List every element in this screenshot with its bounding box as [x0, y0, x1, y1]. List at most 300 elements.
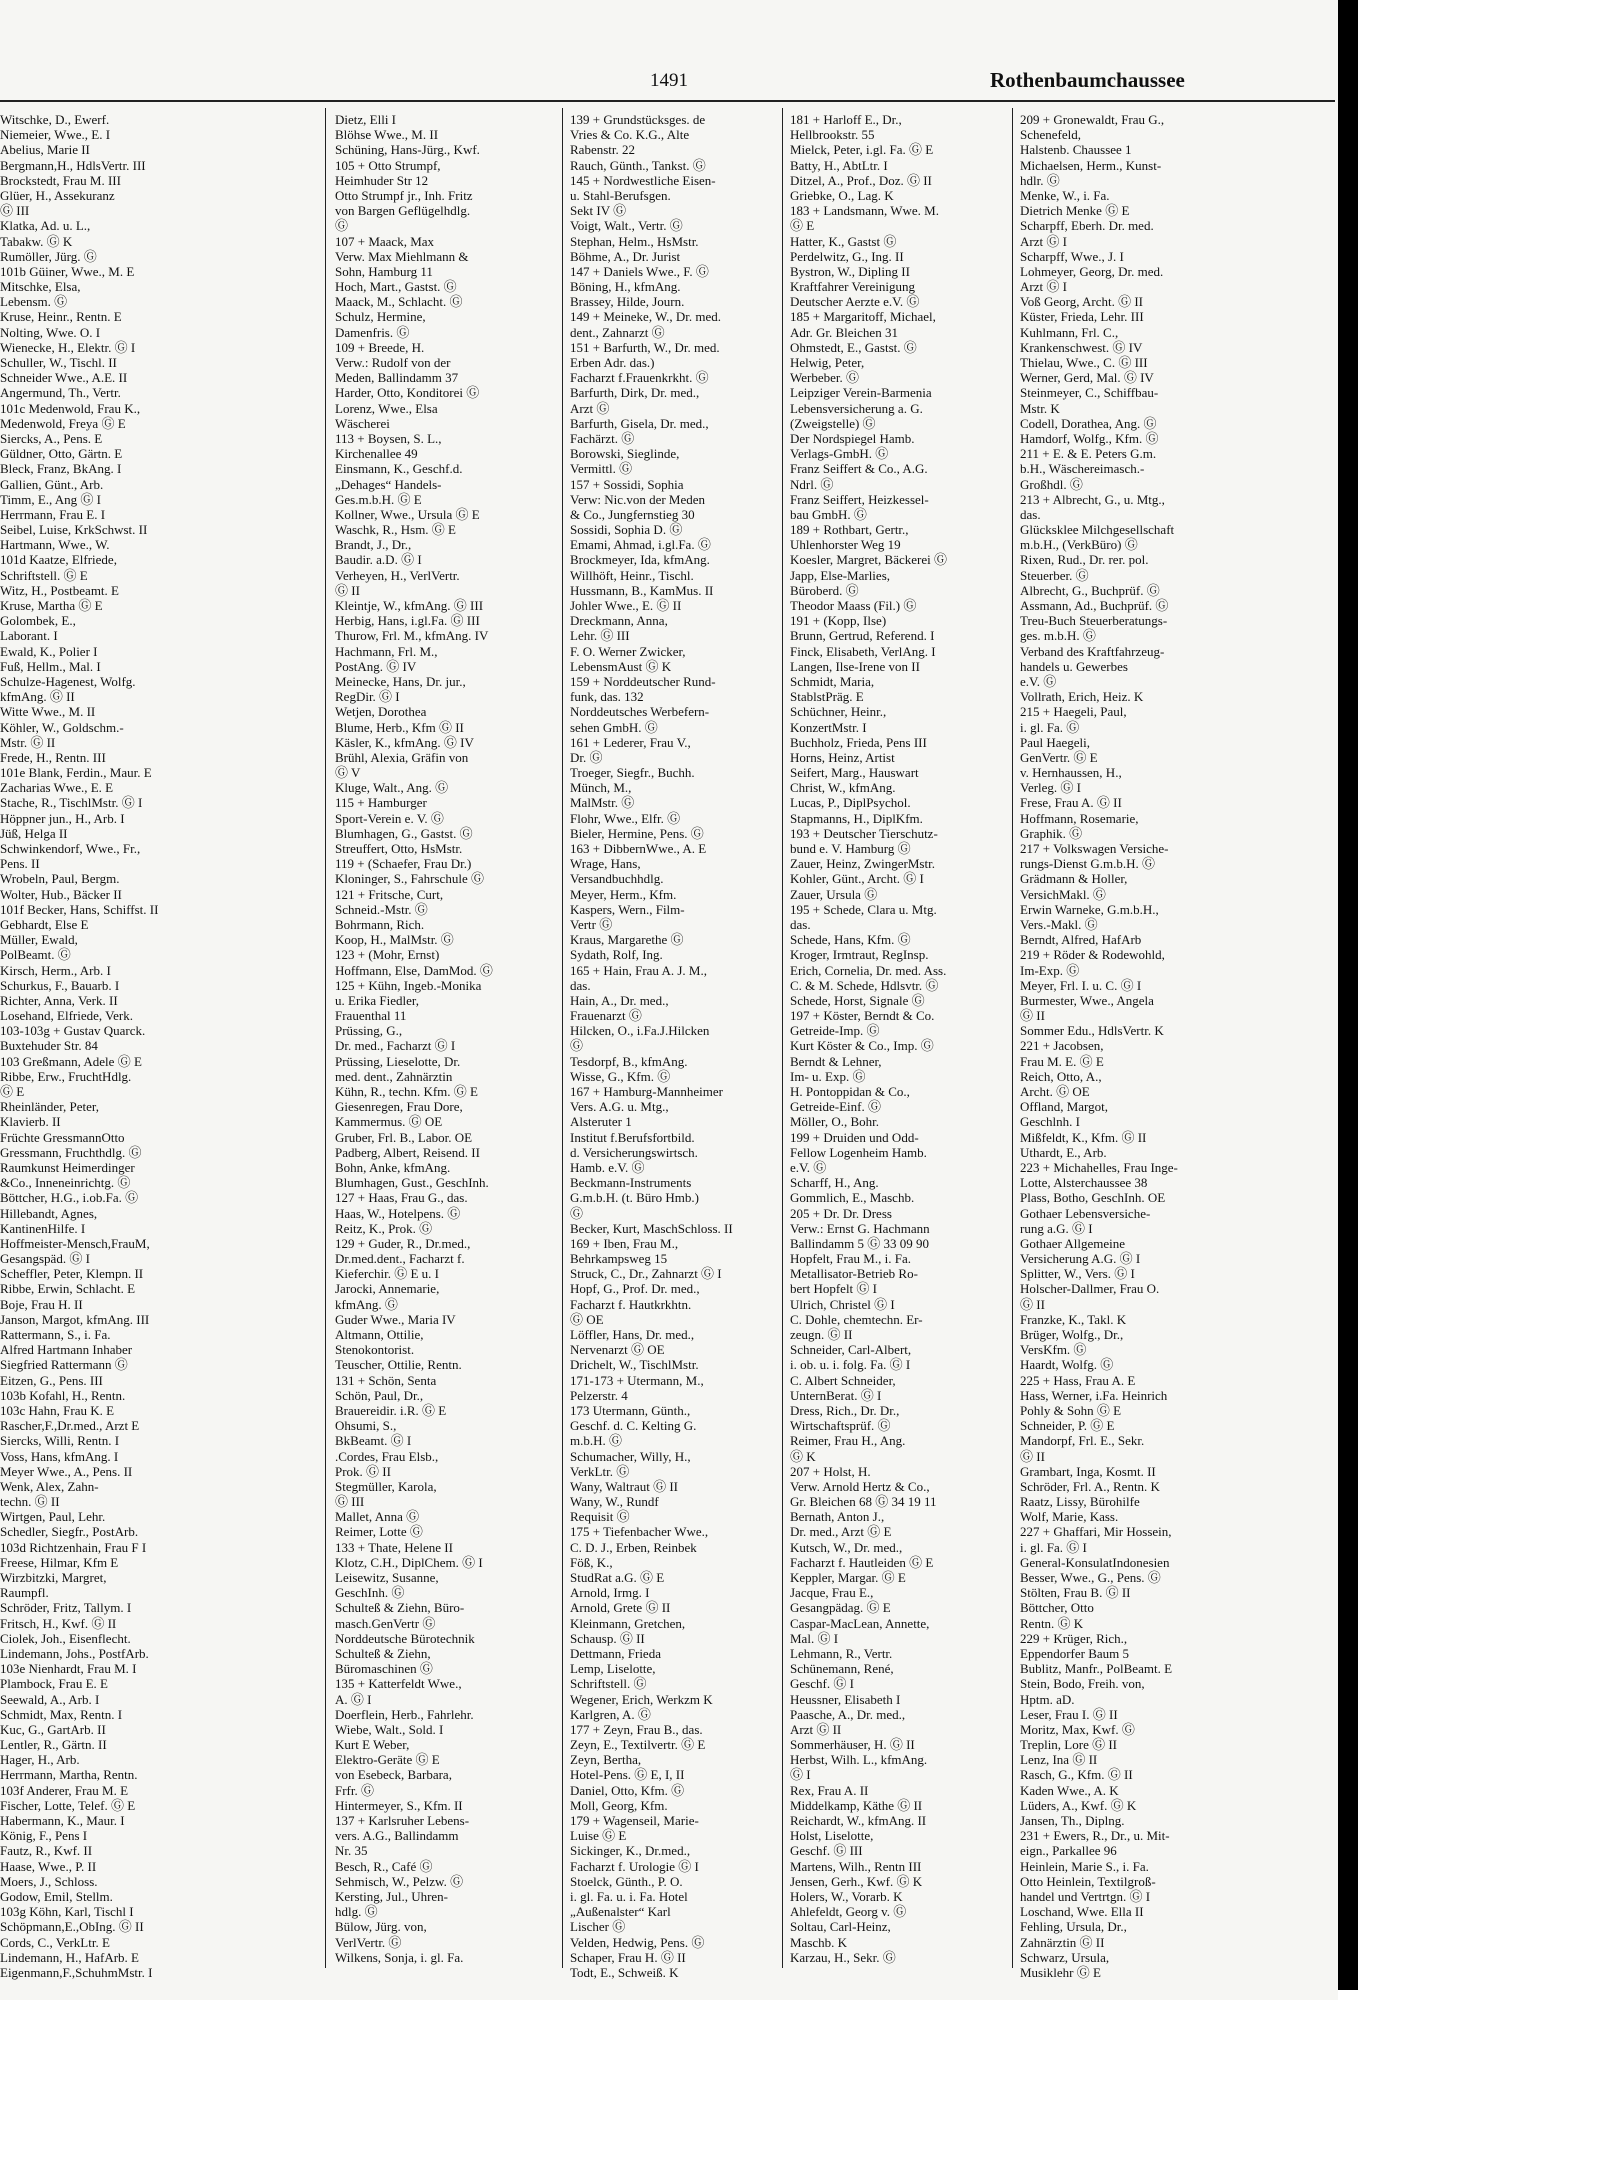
directory-line: Hoch, Mart., Gastst. Ⓖ: [335, 279, 457, 295]
directory-line: Holers, W., Vorarb. K: [790, 1888, 903, 1904]
directory-line: KonzertMstr. I: [790, 719, 867, 735]
directory-line: hdlg. Ⓖ: [335, 1904, 378, 1920]
directory-line: Bublitz, Manfr., PolBeamt. E: [1020, 1661, 1173, 1677]
directory-line: Maschb. K: [790, 1934, 848, 1950]
directory-line: Ohsumi, S.,: [335, 1418, 397, 1434]
directory-line: Versicherung A.G. Ⓖ I: [1020, 1251, 1141, 1267]
directory-line: Stenokontorist.: [335, 1342, 415, 1358]
directory-line: Erich, Cornelia, Dr. med. Ass.: [790, 962, 947, 978]
directory-line: techn. Ⓖ II: [0, 1494, 60, 1510]
directory-line: Hotel-Pens. Ⓖ E, I, II: [570, 1767, 685, 1783]
directory-line: 103b Kofahl, H., Rentn.: [0, 1387, 126, 1403]
directory-line: Hartmann, Wwe., W.: [0, 537, 110, 553]
directory-line: Gallien, Günt., Arb.: [0, 476, 104, 492]
directory-line: Wrage, Hans,: [570, 856, 641, 872]
directory-line: Hamb. e.V. Ⓖ: [570, 1159, 645, 1175]
directory-line: Raumkunst Heimerdinger: [0, 1159, 135, 1175]
directory-line: Paul Haegeli,: [1020, 734, 1091, 750]
directory-line: Treu-Buch Steuerberatungs-: [1020, 613, 1168, 629]
directory-line: Lorenz, Wwe., Elsa: [335, 400, 438, 416]
directory-line: Gruber, Frl. B., Labor. OE: [335, 1129, 473, 1145]
directory-line: „Dehages“ Handels-: [335, 476, 442, 492]
directory-line: Wany, Waltraut Ⓖ II: [570, 1478, 679, 1494]
directory-line: Bohn, Anke, kfmAng.: [335, 1159, 451, 1175]
directory-line: Hamdorf, Wolfg., Kfm. Ⓖ: [1020, 430, 1159, 446]
directory-line: i. gl. Fa. Ⓖ I: [1020, 1539, 1087, 1555]
directory-line: Uhlenhorster Weg 19: [790, 537, 901, 553]
directory-line: Kleinmann, Gretchen,: [570, 1615, 686, 1631]
directory-line: Angermund, Th., Vertr.: [0, 385, 121, 401]
directory-line: 125 + Kühn, Ingeb.-Monika: [335, 977, 482, 993]
directory-line: Facharzt f. Hautleiden Ⓖ E: [790, 1554, 934, 1570]
directory-line: rung a.G. Ⓖ I: [1020, 1220, 1093, 1236]
directory-line: b.H., Wäschereimasch.-: [1020, 461, 1145, 477]
directory-line: m.b.H., (VerkBüro) Ⓖ: [1020, 537, 1138, 553]
directory-line: Facharzt f.Frauenkrkht. Ⓖ: [570, 370, 709, 386]
directory-line: Ⓖ: [570, 1038, 584, 1054]
directory-line: Grädmann & Holler,: [1020, 871, 1128, 887]
directory-line: GenVertr. Ⓖ E: [1020, 749, 1098, 765]
directory-line: Wäscherei: [335, 415, 390, 431]
directory-line: Ⓖ II: [1020, 1008, 1045, 1024]
directory-line: Sommer Edu., HdlsVertr. K: [1020, 1023, 1164, 1039]
directory-line: Arzt Ⓖ II: [790, 1721, 842, 1737]
directory-line: Deutscher Aerzte e.V. Ⓖ: [790, 294, 920, 310]
directory-line: Verleg. Ⓖ I: [1020, 780, 1082, 796]
directory-line: MalMstr. Ⓖ: [570, 795, 635, 811]
directory-line: Finck, Elisabeth, VerlAng. I: [790, 643, 936, 659]
directory-line: Dr. Ⓖ: [570, 749, 603, 765]
directory-line: v. Hernhaussen, H.,: [1020, 765, 1122, 781]
directory-line: Rabenstr. 22: [570, 142, 635, 158]
directory-line: Timm, E., Ang Ⓖ I: [0, 491, 102, 507]
directory-line: Fehling, Ursula, Dr.,: [1020, 1919, 1127, 1935]
directory-line: Meyer Wwe., A., Pens. II: [0, 1463, 133, 1479]
directory-line: Vers. A.G. u. Mtg.,: [570, 1099, 669, 1115]
directory-line: Sehmisch, W., Pelzw. Ⓖ: [335, 1873, 464, 1889]
directory-line: C. D. J., Erben, Reinbek: [570, 1539, 697, 1555]
directory-line: Lebensversicherung a. G.: [790, 400, 923, 416]
directory-line: Vertr Ⓖ: [570, 916, 613, 932]
directory-line: Sydath, Rolf, Ing.: [570, 947, 663, 963]
directory-line: Alfred Hartmann Inhaber: [0, 1342, 133, 1358]
directory-line: Haardt, Wolfg. Ⓖ: [1020, 1357, 1114, 1373]
directory-line: Musiklehr Ⓖ E: [1020, 1964, 1101, 1980]
directory-line: kfmAng. Ⓖ: [335, 1296, 398, 1312]
directory-line: Lenz, Ina Ⓖ II: [1020, 1752, 1098, 1768]
directory-line: Scharff, H., Ang.: [790, 1175, 879, 1191]
directory-line: i. gl. Fa. u. i. Fa. Hotel: [570, 1888, 688, 1904]
directory-line: 225 + Hass, Frau A. E: [1020, 1372, 1136, 1388]
directory-line: Assmann, Ad., Buchprüf. Ⓖ: [1020, 598, 1169, 613]
directory-line: Hoffmann, Rosemarie,: [1020, 810, 1139, 826]
directory-line: 175 + Tiefenbacher Wwe.,: [570, 1524, 709, 1540]
directory-line: Ⓖ V: [335, 765, 361, 781]
directory-line: 229 + Krüger, Rich.,: [1020, 1630, 1128, 1646]
directory-line: Raumpfl.: [0, 1585, 49, 1601]
directory-line: Zauer, Heinz, ZwingerMstr.: [790, 856, 935, 872]
directory-line: 213 + Albrecht, G., u. Mtg.,: [1020, 491, 1165, 507]
directory-line: Institut f.Berufsfortbild.: [570, 1129, 695, 1145]
directory-line: H. Pontoppidan & Co.,: [790, 1084, 910, 1099]
directory-line: zeugn. Ⓖ II: [790, 1327, 853, 1342]
directory-line: Holscher-Dallmer, Frau O.: [1020, 1281, 1160, 1297]
directory-line: sehen GmbH. Ⓖ: [570, 719, 658, 735]
directory-line: funk, das. 132: [570, 689, 644, 705]
directory-line: Splitter, W., Vers. Ⓖ I: [1020, 1266, 1135, 1282]
directory-line: LebensmAust Ⓖ K: [570, 658, 672, 674]
directory-line: Wany, W., Rundf: [570, 1494, 659, 1510]
directory-line: Albrecht, G., Buchprüf. Ⓖ: [1020, 582, 1160, 598]
directory-line: 131 + Schön, Senta: [335, 1372, 437, 1388]
directory-line: Blume, Herb., Kfm Ⓖ II: [335, 719, 464, 735]
directory-line: Steuerber. Ⓖ: [1020, 567, 1089, 583]
directory-line: Kirsch, Herm., Arb. I: [0, 962, 111, 978]
directory-line: Franz Seiffert & Co., A.G.: [790, 461, 928, 477]
directory-line: Waschk, R., Hsm. Ⓖ E: [335, 522, 456, 538]
directory-line: Blöhse Wwe., M. II: [335, 127, 439, 143]
directory-line: Barfurth, Dirk, Dr. med.,: [570, 385, 700, 401]
directory-line: Reimer, Frau H., Ang.: [790, 1433, 906, 1449]
directory-line: Drichelt, W., TischlMstr.: [570, 1357, 699, 1373]
directory-line: Mielck, Peter, i.gl. Fa. Ⓖ E: [790, 142, 934, 158]
directory-line: Treplin, Lore Ⓖ II: [1020, 1737, 1118, 1753]
directory-line: Wrobeln, Paul, Bergm.: [0, 871, 120, 887]
directory-line: Ⓖ E: [0, 1084, 25, 1099]
directory-line: Seewald, A., Arb. I: [0, 1691, 100, 1707]
directory-line: Bülow, Jürg. von,: [335, 1919, 427, 1935]
directory-line: Schüning, Hans-Jürg., Kwf.: [335, 142, 480, 158]
directory-line: 195 + Schede, Clara u. Mtg.: [790, 901, 937, 917]
directory-line: Bystron, W., Dipling II: [790, 263, 910, 279]
directory-line: Lotte, Alsterchaussee 38: [1020, 1175, 1148, 1191]
directory-line: Damenfris. Ⓖ: [335, 324, 410, 340]
directory-line: Verband des Kraftfahrzeug-: [1020, 643, 1165, 659]
directory-line: Wilkens, Sonja, i. gl. Fa.: [335, 1949, 464, 1965]
directory-line: Helwig, Peter,: [790, 355, 865, 370]
directory-line: Sekt IV Ⓖ: [570, 203, 627, 219]
directory-line: Stoelck, Günth., P. O.: [570, 1873, 683, 1889]
directory-line: Haas, W., Hotelpens. Ⓖ: [335, 1205, 461, 1221]
directory-line: Abelius, Marie II: [0, 142, 90, 158]
directory-line: Fellow Logenheim Hamb.: [790, 1144, 927, 1160]
directory-line: 119 + (Schaefer, Frau Dr.): [335, 856, 472, 872]
directory-line: Facharzt f. Hautkrkhtn.: [570, 1296, 692, 1312]
directory-line: Barfurth, Gisela, Dr. med.,: [570, 415, 709, 431]
directory-line: Ⓖ: [570, 1205, 584, 1221]
directory-line: 183 + Landsmann, Wwe. M.: [790, 203, 939, 219]
directory-line: Wenk, Alex, Zahn-: [0, 1478, 99, 1494]
directory-line: Frede, H., Rentn. III: [0, 749, 106, 765]
directory-line: Giesenregen, Frau Dore,: [335, 1099, 463, 1115]
directory-line: Witz, H., Postbeamt. E: [0, 582, 119, 598]
directory-line: Sommerhäuser, H. Ⓖ II: [790, 1737, 915, 1753]
directory-line: Geschf. Ⓖ III: [790, 1843, 863, 1859]
directory-line: Zauer, Ursula Ⓖ: [790, 886, 878, 902]
directory-line: 139 + Grundstücksges. de: [570, 112, 706, 127]
page-number: 1491: [650, 70, 688, 91]
directory-line: Hopf, G., Prof. Dr. med.,: [570, 1281, 700, 1297]
directory-line: Luise Ⓖ E: [570, 1828, 627, 1844]
directory-line: 101f Becker, Hans, Schiffst. II: [0, 901, 159, 917]
directory-line: Tesdorpf, B., kfmAng.: [570, 1053, 688, 1069]
directory-line: A. Ⓖ I: [335, 1691, 372, 1707]
directory-line: C. Dohle, chemtechn. Er-: [790, 1311, 923, 1327]
directory-line: Franzke, K., Takl. K: [1020, 1311, 1127, 1327]
directory-line: Witte Wwe., M. II: [0, 704, 96, 720]
directory-line: Heussner, Elisabeth I: [790, 1691, 901, 1707]
directory-line: handel und Vertrtgn. Ⓖ I: [1020, 1888, 1151, 1904]
directory-line: Mstr. Ⓖ II: [0, 734, 56, 750]
directory-line: Brauereidir. i.R. Ⓖ E: [335, 1402, 447, 1418]
directory-line: Seibel, Luise, KrkSchwst. II: [0, 522, 148, 538]
directory-line: Michaelsen, Herm., Kunst-: [1020, 157, 1162, 173]
directory-line: Kammermus. Ⓖ OE: [335, 1114, 443, 1130]
directory-line: von Esebeck, Barbara,: [335, 1767, 452, 1783]
directory-line: Zacharias Wwe., E. E: [0, 780, 114, 796]
directory-line: Fritsch, H., Kwf. Ⓖ II: [0, 1615, 117, 1631]
directory-line: 103 Greßmann, Adele Ⓖ E: [0, 1053, 142, 1069]
directory-line: Ribbe, Erw., FruchtHdlg.: [0, 1068, 132, 1084]
directory-line: Lüders, A., Kwf. Ⓖ K: [1020, 1797, 1137, 1813]
directory-line: Meden, Ballindamm 37: [335, 370, 459, 386]
directory-line: Hass, Werner, i.Fa. Heinrich: [1020, 1387, 1168, 1403]
directory-line: Hoffmann, Else, DamMod. Ⓖ: [335, 962, 493, 978]
directory-line: Vollrath, Erich, Heiz. K: [1020, 689, 1144, 705]
directory-line: Schausp. Ⓖ II: [570, 1630, 645, 1646]
header-rule: [0, 100, 1335, 102]
directory-line: Reitz, K., Prok. Ⓖ: [335, 1220, 433, 1236]
directory-line: Karzau, H., Sekr. Ⓖ: [790, 1949, 896, 1965]
directory-line: Fachärzt. Ⓖ: [570, 430, 635, 446]
directory-line: 189 + Rothbart, Gertr.,: [790, 522, 909, 538]
directory-line: Pelzerstr. 4: [570, 1387, 628, 1403]
directory-line: VerlVertr. Ⓖ: [335, 1934, 402, 1950]
directory-line: Herrmann, Martha, Rentn.: [0, 1767, 138, 1783]
directory-line: 193 + Deutscher Tierschutz-: [790, 825, 938, 841]
directory-line: 151 + Barfurth, W., Dr. med.: [570, 339, 720, 355]
directory-line: Tabakw. Ⓖ K: [0, 233, 73, 249]
directory-line: Schulteß & Ziehn,: [335, 1645, 431, 1661]
directory-line: Perdelwitz, G., Ing. II: [790, 248, 904, 264]
directory-line: VersKfm. Ⓖ: [1020, 1342, 1087, 1358]
directory-line: Lemp, Liselotte,: [570, 1661, 656, 1677]
directory-line: Gesangpädag. Ⓖ E: [790, 1600, 891, 1616]
directory-line: Prok. Ⓖ II: [335, 1463, 391, 1479]
directory-line: KantinenHilfe. I: [0, 1220, 86, 1236]
directory-line: Zeyn, Bertha,: [570, 1752, 642, 1768]
directory-line: Jansen, Th., Diplng.: [1020, 1813, 1125, 1828]
directory-line: Keppler, Margar. Ⓖ E: [790, 1570, 906, 1585]
directory-line: Martens, Wilh., Rentn III: [790, 1858, 922, 1874]
directory-line: Leipziger Verein-Barmenia: [790, 385, 932, 401]
directory-line: 221 + Jacobsen,: [1020, 1038, 1104, 1054]
directory-line: Boje, Frau H. II: [0, 1296, 83, 1312]
directory-line: Getreide-Einf. Ⓖ: [790, 1099, 881, 1115]
directory-line: 137 + Karlsruher Lebens-: [335, 1813, 470, 1828]
directory-line: Codell, Dorathea, Ang. Ⓖ: [1020, 415, 1157, 431]
directory-line: C. Albert Schneider,: [790, 1372, 896, 1388]
directory-line: Dr. med., Facharzt Ⓖ I: [335, 1038, 456, 1054]
directory-line: Moers, J., Schloss.: [0, 1873, 98, 1889]
directory-line: med. dent., Zahnärztin: [335, 1068, 453, 1084]
directory-line: 103e Nienhardt, Frau M. I: [0, 1661, 137, 1677]
directory-line: Schwarz, Ursula,: [1020, 1949, 1110, 1965]
directory-line: 109 + Breede, H.: [335, 339, 425, 355]
directory-line: Lentler, R., Gärtn. II: [0, 1737, 107, 1753]
directory-line: 107 + Maack, Max: [335, 233, 435, 249]
directory-line: Ballindamm 5 Ⓖ 33 09 90: [790, 1235, 930, 1251]
directory-line: Horns, Heinz, Artist: [790, 749, 895, 765]
directory-line: Archt. Ⓖ OE: [1020, 1084, 1090, 1099]
directory-line: vers. A.G., Ballindamm: [335, 1828, 459, 1844]
directory-line: Bernath, Anton J.,: [790, 1509, 885, 1525]
directory-line: Schriftstell. Ⓖ: [570, 1676, 647, 1692]
directory-line: Wisse, G., Kfm. Ⓖ: [570, 1068, 671, 1084]
directory-line: Guder Wwe., Maria IV: [335, 1311, 456, 1327]
directory-line: Mal. Ⓖ I: [790, 1630, 839, 1646]
directory-line: Sossidi, Sophia D. Ⓖ: [570, 522, 683, 538]
directory-line: Schröder, Fritz, Tallym. I: [0, 1600, 132, 1616]
directory-line: Kollner, Wwe., Ursula Ⓖ E: [335, 506, 480, 522]
directory-line: „Außenalster“ Karl: [570, 1904, 671, 1920]
directory-line: Mitschke, Elsa,: [0, 279, 81, 295]
directory-line: Buchholz, Frieda, Pens III: [790, 734, 927, 750]
directory-line: Hopfelt, Frau M., i. Fa.: [790, 1251, 911, 1267]
directory-line: 105 + Otto Strumpf,: [335, 157, 441, 173]
directory-line: 113 + Boysen, S. L.,: [335, 430, 442, 446]
directory-line: Lischer Ⓖ: [570, 1919, 626, 1935]
directory-line: König, F., Pens I: [0, 1828, 88, 1844]
directory-line: Vermittl. Ⓖ: [570, 461, 633, 477]
directory-line: Brüger, Wolfg., Dr.,: [1020, 1327, 1124, 1342]
directory-line: Schede, Hans, Kfm. Ⓖ: [790, 932, 911, 948]
directory-line: Ⓖ II: [1020, 1296, 1045, 1312]
directory-line: Thurow, Frl. M., kfmAng. IV: [335, 628, 489, 644]
column-2: [570, 112, 785, 1980]
directory-line: i. gl. Fa. Ⓖ: [1020, 719, 1080, 735]
directory-line: Hoffmeister-Mensch,FrauM,: [0, 1235, 150, 1251]
directory-line: Harder, Otto, Konditorei Ⓖ: [335, 385, 480, 401]
directory-line: 167 + Hamburg-Mannheimer: [570, 1084, 723, 1099]
directory-line: Erwin Warneke, G.m.b.H.,: [1020, 901, 1159, 917]
directory-line: Ⓖ I: [790, 1767, 811, 1783]
directory-line: Schurkus, F., Bauarb. I: [0, 977, 120, 993]
directory-line: Otto Strumpf jr., Inh. Fritz: [335, 187, 473, 203]
directory-line: Verw.: Ernst G. Hachmann: [790, 1220, 930, 1236]
directory-line: Geschlnh. I: [1020, 1114, 1080, 1130]
directory-line: Berndt, Alfred, HafArb: [1020, 932, 1142, 948]
directory-line: Kaden Wwe., A. K: [1020, 1782, 1119, 1798]
directory-line: Fuß, Hellm., Mal. I: [0, 658, 101, 674]
directory-line: 103f Anderer, Frau M. E: [0, 1782, 129, 1798]
directory-line: Seifert, Marg., Hauswart: [790, 765, 919, 781]
directory-line: Hatter, K., Gastst Ⓖ: [790, 233, 897, 249]
directory-line: Löffler, Hans, Dr. med.,: [570, 1327, 695, 1342]
directory-line: Niemeier, Wwe., E. I: [0, 127, 111, 143]
directory-line: Früchte GressmannOtto: [0, 1129, 125, 1145]
directory-line: Habermann, K., Maur. I: [0, 1813, 125, 1828]
directory-line: Menke, W., i. Fa.: [1020, 187, 1110, 203]
directory-line: Großhdl. Ⓖ: [1020, 476, 1083, 492]
directory-line: 159 + Norddeutscher Rund-: [570, 673, 716, 689]
directory-line: Kruse, Martha Ⓖ E: [0, 598, 103, 613]
directory-line: Brandt, J., Dr.,: [335, 537, 412, 553]
directory-line: Arzt Ⓖ I: [1020, 279, 1067, 295]
directory-line: 185 + Margaritoff, Michael,: [790, 309, 936, 325]
directory-line: Schneid.-Mstr. Ⓖ: [335, 901, 428, 917]
directory-line: Böttcher, H.G., i.ob.Fa. Ⓖ: [0, 1190, 139, 1206]
directory-line: Nervenarzt Ⓖ OE: [570, 1342, 665, 1358]
directory-line: Grambart, Inga, Kosmt. II: [1020, 1463, 1156, 1479]
directory-line: Struck, C., Dr., Zahnarzt Ⓖ I: [570, 1266, 722, 1282]
directory-line: Brühl, Alexia, Gräfin von: [335, 749, 469, 765]
directory-line: Frfr. Ⓖ: [335, 1782, 375, 1798]
directory-line: Mandorpf, Frl. E., Sekr.: [1020, 1433, 1145, 1449]
directory-line: 157 + Sossidi, Sophia: [570, 476, 684, 492]
directory-line: Rixen, Rud., Dr. rer. pol.: [1020, 552, 1149, 568]
directory-line: 115 + Hamburger: [335, 795, 427, 811]
directory-line: Reichardt, W., kfmAng. II: [790, 1813, 927, 1828]
directory-line: Meyer, Herm., Kfm.: [570, 886, 677, 902]
directory-line: Jarocki, Annemarie,: [335, 1281, 440, 1297]
directory-line: Schenefeld,: [1020, 127, 1082, 143]
directory-line: Zeyn, E., Textilvertr. Ⓖ E: [570, 1737, 706, 1753]
directory-line: 231 + Ewers, R., Dr., u. Mit-: [1020, 1828, 1170, 1844]
directory-line: Bergmann,H., HdlsVertr. III: [0, 157, 146, 173]
directory-line: Altmann, Ottilie,: [335, 1327, 424, 1342]
directory-line: Leser, Frau I. Ⓖ II: [1020, 1706, 1118, 1722]
directory-line: Ulrich, Christel Ⓖ I: [790, 1296, 895, 1312]
directory-line: 217 + Volkswagen Versiche-: [1020, 841, 1169, 856]
directory-line: 147 + Daniels Wwe., F. Ⓖ: [570, 263, 709, 279]
directory-line: Stephan, Helm., HsMstr.: [570, 233, 699, 249]
directory-line: von Bargen Geflügelhdlg.: [335, 203, 471, 219]
directory-line: Mißfeldt, K., Kfm. Ⓖ II: [1020, 1129, 1147, 1145]
directory-line: Kersting, Jul., Uhren-: [335, 1888, 449, 1904]
directory-line: Dr.med.dent., Facharzt f.: [335, 1251, 465, 1267]
directory-line: Krankenschwest. Ⓖ IV: [1020, 339, 1143, 355]
directory-line: Ⓖ: [335, 218, 349, 234]
directory-line: 197 + Köster, Berndt & Co.: [790, 1008, 935, 1024]
directory-line: Wolf, Marie, Kass.: [1020, 1509, 1119, 1525]
directory-line: Schede, Horst, Signale Ⓖ: [790, 992, 925, 1008]
directory-line: Ciolek, Joh., Eisenflecht.: [0, 1630, 131, 1646]
directory-line: kfmAng. Ⓖ II: [0, 689, 75, 705]
directory-line: G.m.b.H. (t. Büro Hmb.): [570, 1190, 699, 1206]
directory-line: Schumacher, Willy, H.,: [570, 1448, 691, 1464]
directory-line: Wirtschaftsprüf. Ⓖ: [790, 1418, 891, 1434]
directory-line: 171-173 + Utermann, M.,: [570, 1372, 704, 1388]
directory-line: Dress, Rich., Dr. Dr.,: [790, 1402, 900, 1418]
directory-line: Nolting, Wwe. O. I: [0, 324, 101, 340]
directory-line: Geschf. d. C. Kelting G.: [570, 1418, 697, 1434]
directory-line: Schulteß & Ziehn, Büro-: [335, 1600, 465, 1616]
directory-line: UnternBerat. Ⓖ I: [790, 1387, 882, 1403]
directory-line: Alsteruter 1: [570, 1114, 632, 1130]
directory-line: 103g Köhn, Karl, Tischl I: [0, 1904, 134, 1920]
directory-line: 163 + DibbernWwe., A. E: [570, 841, 707, 856]
directory-line: bau GmbH. Ⓖ: [790, 506, 867, 522]
directory-line: Hain, A., Dr. med.,: [570, 992, 669, 1008]
directory-line: Burmester, Wwe., Angela: [1020, 992, 1154, 1008]
directory-line: Böhme, A., Dr. Jurist: [570, 248, 681, 264]
directory-line: VerkLtr. Ⓖ: [570, 1463, 630, 1479]
directory-line: Büroberd. Ⓖ: [790, 582, 859, 598]
directory-line: Ges.m.b.H. Ⓖ E: [335, 491, 422, 507]
directory-line: Streuffert, Otto, HsMstr.: [335, 841, 463, 856]
directory-line: Dreckmann, Anna,: [570, 613, 668, 629]
